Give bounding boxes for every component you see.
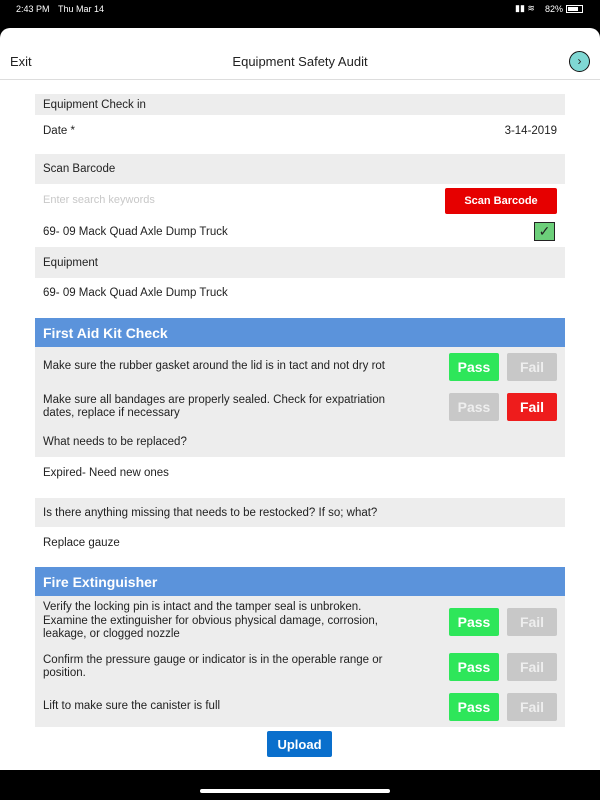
scanned-item-row bbox=[35, 216, 565, 247]
checklist-item bbox=[35, 647, 565, 687]
item-text: Confirm the pressure gauge or indicator is in the operable range or position. bbox=[43, 653, 383, 679]
header-divider bbox=[0, 79, 600, 80]
pass-button[interactable]: Pass bbox=[449, 653, 499, 681]
upload-button[interactable]: Upload bbox=[267, 731, 332, 757]
search-row bbox=[35, 184, 565, 216]
pass-button[interactable]: Pass bbox=[449, 353, 499, 381]
date-row[interactable] bbox=[35, 115, 565, 147]
item-text: Make sure all bandages are properly sealed. Check for expatriation dates, replace if necessary bbox=[43, 393, 385, 419]
battery-percent: 82% bbox=[545, 4, 564, 14]
fail-button[interactable]: Fail bbox=[507, 608, 557, 636]
date-value[interactable]: 3-14-2019 bbox=[504, 125, 557, 137]
chevron-right-circle-icon[interactable]: › bbox=[569, 51, 590, 72]
question-label: Is there anything missing that needs to be restocked? If so; what? bbox=[35, 498, 565, 527]
section-fire-extinguisher: Fire Extinguisher bbox=[35, 567, 565, 596]
checklist-item bbox=[35, 596, 565, 647]
fail-button[interactable]: Fail bbox=[507, 653, 557, 681]
item-text: Make sure the rubber gasket around the lid is in tact and not dry rot bbox=[43, 360, 385, 373]
signal-wifi-icon: ▮▮ ≋ bbox=[515, 3, 535, 13]
equipment-value[interactable]: 69- 09 Mack Quad Axle Dump Truck bbox=[43, 287, 228, 299]
search-input[interactable]: Enter search keywords bbox=[43, 194, 155, 206]
home-indicator[interactable] bbox=[200, 789, 390, 793]
checklist-item bbox=[35, 687, 565, 727]
answer-field[interactable]: Replace gauze bbox=[43, 536, 120, 549]
answer-field[interactable]: Expired- Need new ones bbox=[43, 466, 169, 479]
exit-button[interactable]: Exit bbox=[10, 54, 32, 69]
scan-barcode-label: Scan Barcode bbox=[35, 154, 565, 184]
checkbox-checked-icon[interactable]: ✓ bbox=[534, 222, 555, 241]
section-equipment-check-in: Equipment Check in bbox=[35, 94, 565, 115]
equipment-label: Equipment bbox=[35, 247, 565, 278]
pass-button[interactable]: Pass bbox=[449, 608, 499, 636]
status-date: Thu Mar 14 bbox=[58, 4, 105, 14]
pass-button[interactable]: Pass bbox=[449, 393, 499, 421]
fail-button[interactable]: Fail bbox=[507, 353, 557, 381]
checklist-item bbox=[35, 387, 565, 427]
item-text: Verify the locking pin is intact and the tamper seal is unbroken. Examine the extinguisher for obvious physical damage, corrosion, leakage, or clogged nozzle bbox=[43, 601, 378, 641]
scanned-item: 69- 09 Mack Quad Axle Dump Truck bbox=[43, 225, 228, 238]
item-text: Lift to make sure the canister is full bbox=[43, 700, 221, 713]
battery-icon bbox=[566, 5, 583, 13]
section-first-aid: First Aid Kit Check bbox=[35, 318, 565, 347]
pass-button[interactable]: Pass bbox=[449, 693, 499, 721]
status-bar bbox=[0, 0, 600, 28]
question-label: What needs to be replaced? bbox=[35, 427, 565, 457]
page-title: Equipment Safety Audit bbox=[232, 54, 368, 69]
fail-button[interactable]: Fail bbox=[507, 393, 557, 421]
date-label: Date * bbox=[43, 125, 75, 137]
status-time: 2:43 PM bbox=[16, 4, 50, 14]
checklist-item bbox=[35, 347, 565, 387]
fail-button[interactable]: Fail bbox=[507, 693, 557, 721]
scan-barcode-button[interactable]: Scan Barcode bbox=[445, 188, 557, 214]
